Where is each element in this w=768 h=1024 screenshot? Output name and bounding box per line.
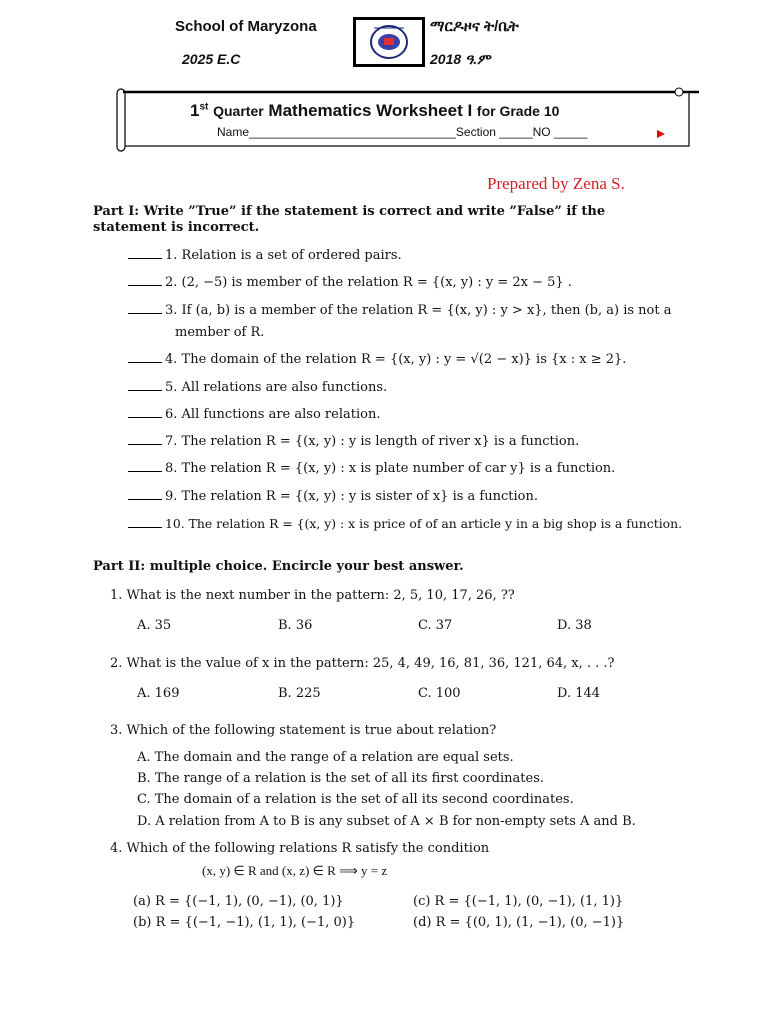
part1-item-9: 9. The relation R = {(x, y) : y is sister of x} is a function. [128, 489, 538, 505]
quarter-suffix: st [199, 101, 209, 113]
answer-blank[interactable] [128, 354, 162, 363]
quarter-word: Quarter [213, 103, 264, 119]
part1-item-3-cont: member of R. [175, 325, 265, 340]
q1-option-d[interactable]: D. 38 [557, 618, 592, 633]
part1-item-3: 3. If (a, b) is a member of the relation R = {(x, y) : y > x}, then (b, a) is not a [128, 303, 672, 319]
q4-option-a[interactable]: (a) R = {(−1, 1), (0, −1), (0, 1)} [133, 894, 344, 909]
school-name-amharic: ማርዶዞና ት/ቤት [430, 18, 519, 35]
q2-option-b[interactable]: B. 225 [278, 686, 321, 701]
answer-blank[interactable] [128, 491, 162, 500]
q1-option-c[interactable]: C. 37 [418, 618, 453, 633]
part1-heading: Part I: Write ”True” if the statement is correct and write ”False” if the statement is incorrect. [93, 204, 606, 235]
part1-item-1: 1. Relation is a set of ordered pairs. [128, 248, 402, 264]
part1-item-7: 7. The relation R = {(x, y) : y is length of river x} is a function. [128, 434, 579, 450]
grade-label: for Grade 10 [476, 103, 560, 119]
school-logo [353, 17, 425, 67]
part1-item-10: 10. The relation R = {(x, y) : x is price of of an article y in a big shop is a function. [128, 516, 682, 532]
q4-option-d[interactable]: (d) R = {(0, 1), (1, −1), (0, −1)} [413, 915, 625, 930]
part1-item-5: 5. All relations are also functions. [128, 380, 387, 396]
part1-item-4: 4. The domain of the relation R = {(x, y) : y = √(2 − x)} is {x : x ≥ 2}. [128, 352, 626, 368]
q3-option-b[interactable]: B. The range of a relation is the set of all its first coordinates. [137, 771, 544, 786]
answer-blank[interactable] [128, 409, 162, 418]
part2-heading: Part II: multiple choice. Encircle your best answer. [93, 559, 464, 574]
q1-option-b[interactable]: B. 36 [278, 618, 313, 633]
answer-blank[interactable] [128, 250, 162, 259]
q1-option-a[interactable]: A. 35 [137, 618, 172, 633]
answer-blank[interactable] [128, 277, 162, 286]
q4-option-b[interactable]: (b) R = {(−1, −1), (1, 1), (−1, 0)} [133, 915, 356, 930]
title-scroll-banner [115, 86, 701, 156]
name-section-fields: Name_______________________________Section _____NO _____ [217, 125, 588, 139]
q4-option-c[interactable]: (c) R = {(−1, 1), (0, −1), (1, 1)} [413, 894, 624, 909]
q3-option-d[interactable]: D. A relation from A to B is any subset of A × B for non-empty sets A and B. [137, 814, 636, 829]
q1-text: 1. What is the next number in the pattern: 2, 5, 10, 17, 26, ?? [110, 588, 515, 603]
q3-text: 3. Which of the following statement is true about relation? [110, 723, 497, 738]
year-amharic: 2018 ዓ.ም [430, 51, 491, 67]
answer-blank[interactable] [128, 382, 162, 391]
school-name: School of Maryzona [175, 18, 317, 35]
part1-item-2: 2. (2, −5) is member of the relation R = {(x, y) : y = 2x − 5} . [128, 275, 572, 291]
year-ec: 2025 E.C [182, 51, 241, 67]
part1-item-6: 6. All functions are also relation. [128, 407, 380, 423]
answer-blank[interactable] [128, 305, 162, 314]
q4-text: 4. Which of the following relations R satisfy the condition [110, 841, 490, 856]
part1-item-8: 8. The relation R = {(x, y) : x is plate number of car y} is a function. [128, 461, 615, 477]
q4-condition: (x, y) ∈ R and (x, z) ∈ R ⟹ y = z [202, 863, 388, 878]
quarter-number: 1 [190, 101, 200, 120]
q2-text: 2. What is the value of x in the pattern: 25, 4, 49, 16, 81, 36, 121, 64, x, . . .? [110, 656, 615, 671]
school-seal-icon [356, 20, 422, 64]
q2-option-c[interactable]: C. 100 [418, 686, 461, 701]
prepared-by: Prepared by Zena S. [487, 174, 625, 193]
q3-option-a[interactable]: A. The domain and the range of a relation are equal sets. [137, 750, 514, 765]
q2-option-d[interactable]: D. 144 [557, 686, 601, 701]
answer-blank[interactable] [128, 519, 162, 528]
answer-blank[interactable] [128, 463, 162, 472]
q2-option-a[interactable]: A. 169 [137, 686, 180, 701]
worksheet-title [190, 101, 559, 121]
worksheet-main-title: Mathematics Worksheet I [268, 101, 473, 120]
q3-option-c[interactable]: C. The domain of a relation is the set of all its second coordinates. [137, 792, 574, 807]
answer-blank[interactable] [128, 436, 162, 445]
